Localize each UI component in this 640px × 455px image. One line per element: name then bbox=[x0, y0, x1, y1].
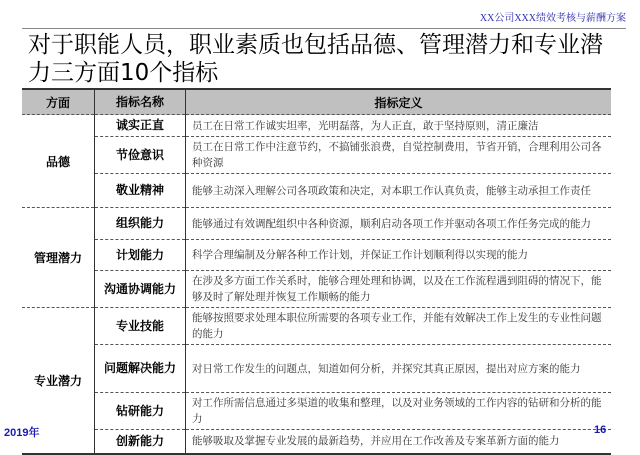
indicator-name: 组织能力 bbox=[95, 208, 186, 240]
table-row bbox=[22, 174, 611, 208]
indicator-definition: 能够按照要求处理本职位所需要的各项专业工作，并能有效解决工作上发生的专业性问题的能力 bbox=[186, 308, 612, 345]
page-number: 16 bbox=[594, 424, 607, 436]
indicator-definition: 科学合理编制及分解各种工作计划，并保证工作计划顺利得以实现的能力 bbox=[186, 240, 612, 271]
indicator-name: 节俭意识 bbox=[95, 137, 186, 174]
table-row bbox=[22, 308, 611, 345]
table-row bbox=[22, 115, 611, 137]
aspect-cell: 管理潜力 bbox=[22, 208, 95, 308]
indicator-name: 专业技能 bbox=[95, 308, 186, 345]
indicator-definition: 能够主动深入理解公司各项政策和决定，对本职工作认真负责，能够主动承担工作责任 bbox=[186, 174, 612, 208]
aspect-cell: 品德 bbox=[22, 115, 95, 208]
indicator-name: 创新能力 bbox=[95, 430, 186, 454]
table-header-row bbox=[22, 89, 611, 115]
table-row bbox=[22, 345, 611, 393]
page-title: 对于职能人员，职业素质也包括品德、管理潜力和专业潜力三方面10个指标 bbox=[28, 32, 603, 86]
table-row bbox=[22, 137, 611, 174]
table-row bbox=[22, 240, 611, 271]
indicator-definition: 能够通过有效调配组织中各种资源，顺利启动各项工作并驱动各项工作任务完成的能力 bbox=[186, 208, 612, 240]
indicator-name: 敬业精神 bbox=[95, 174, 186, 208]
indicator-name: 计划能力 bbox=[95, 240, 186, 271]
column-header-aspect: 方面 bbox=[22, 89, 95, 115]
indicator-definition: 员工在日常工作中注意节约，不搞铺张浪费，自觉控制费用，节省开销，合理利用公司各种资源 bbox=[186, 137, 612, 174]
table-row bbox=[22, 430, 611, 454]
indicator-name: 钻研能力 bbox=[95, 393, 186, 430]
column-header-definition: 指标定义 bbox=[186, 89, 612, 115]
table-row bbox=[22, 393, 611, 430]
aspect-cell: 专业潜力 bbox=[22, 308, 95, 454]
document-header: XX公司XXX绩效考核与薪酬方案 bbox=[479, 13, 626, 24]
indicator-name: 沟通协调能力 bbox=[95, 271, 186, 308]
indicator-definition: 员工在日常工作诚实坦率，光明磊落，为人正直，敢于坚持原则，清正廉洁 bbox=[186, 115, 612, 137]
indicator-name: 问题解决能力 bbox=[95, 345, 186, 393]
footer-year: 2019年 bbox=[4, 427, 40, 439]
indicator-definition: 能够吸取及掌握专业发展的最新趋势，并应用在工作改善及专案革新方面的能力 bbox=[186, 430, 612, 454]
table-row bbox=[22, 208, 611, 240]
indicator-definition: 对日常工作发生的问题点，知道如何分析，并探究其真正原因，提出对应方案的能力 bbox=[186, 345, 612, 393]
indicator-definition: 在涉及多方面工作关系时，能够合理处理和协调，以及在工作流程遇到阻碍的情况下，能够及时了解处理并恢复工作顺畅的能力 bbox=[186, 271, 612, 308]
indicator-table bbox=[22, 88, 611, 455]
indicator-name: 诚实正直 bbox=[95, 115, 186, 137]
column-header-name: 指标名称 bbox=[95, 89, 186, 115]
table-row bbox=[22, 271, 611, 308]
indicator-definition: 对工作所需信息通过多渠道的收集和整理，以及对业务领域的工作内容的钻研和分析的能力 bbox=[186, 393, 612, 430]
header-divider bbox=[22, 28, 626, 29]
